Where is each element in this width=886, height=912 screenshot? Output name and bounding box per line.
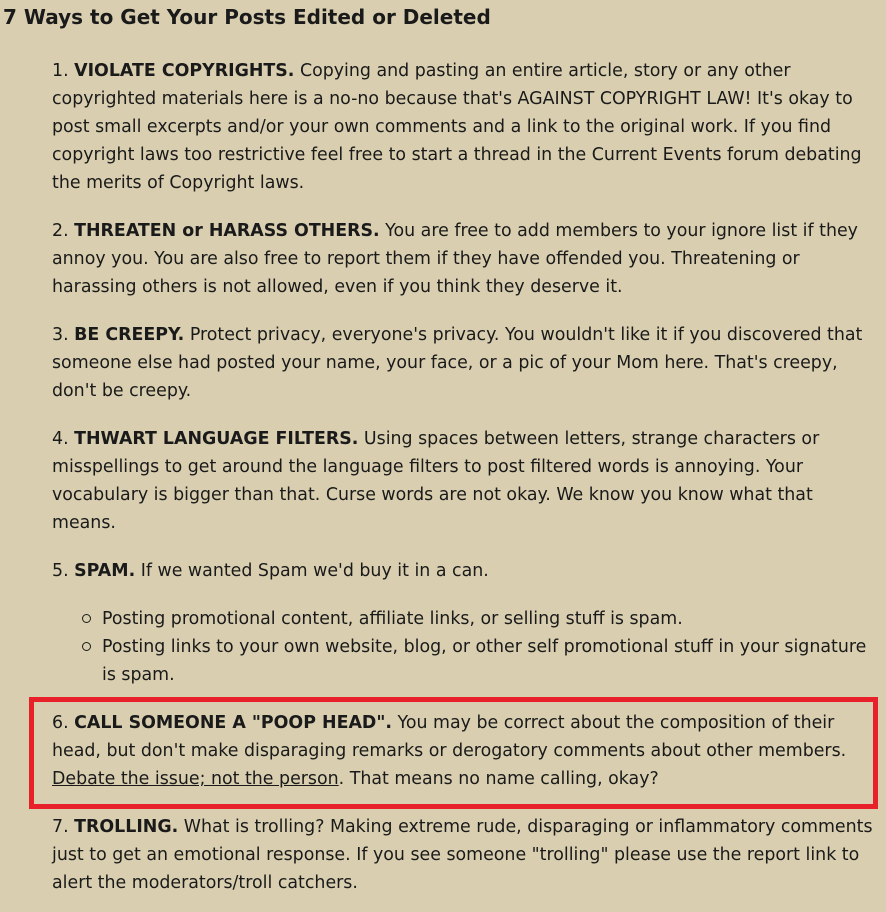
- rule-text: You may be correct about the composition of their head, but don't make disparaging remarks or derogatory comments about other members.: [52, 713, 847, 761]
- rule-number: 3.: [52, 325, 69, 345]
- rule-text: What is trolling? Making extreme rude, disparaging or inflammatory comments just to get an emotional response. If you see someone "trolling" please use the report link to alert the moderators/troll catchers.: [52, 817, 873, 893]
- rule-text: Copying and pasting an entire article, story or any other copyrighted materials here is a no-no because that's AGAINST COPYRIGHT LAW! It's okay to post small excerpts and/or your own comments and a link to the original work. If you find copyright laws too restrictive feel free to start a thread in the Current Events forum debating the merits of Copyright laws.: [52, 61, 862, 193]
- rule-4: [52, 425, 882, 537]
- rule-7: [52, 813, 882, 897]
- rule-number: 6.: [52, 713, 69, 733]
- rule-heading: THWART LANGUAGE FILTERS.: [74, 429, 359, 449]
- list-item: [102, 605, 882, 633]
- rule-text-after: . That means no name calling, okay?: [338, 769, 659, 789]
- bullet-circle-icon: [82, 642, 91, 651]
- rule-text: Using spaces between letters, strange characters or misspellings to get around the language filters to post filtered words is annoying. Your vocabulary is bigger than that. Curse words are not okay. We know you know what that means.: [52, 429, 820, 533]
- list-item: [102, 633, 882, 689]
- page-title: 7 Ways to Get Your Posts Edited or Deleted: [3, 5, 491, 29]
- rule-heading: VIOLATE COPYRIGHTS.: [74, 61, 295, 81]
- rule-6: [52, 709, 882, 793]
- bullet-text: Posting links to your own website, blog, or other self promotional stuff in your signature is spam.: [102, 637, 867, 685]
- rule-number: 2.: [52, 221, 69, 241]
- bullet-text: Posting promotional content, affiliate links, or selling stuff is spam.: [102, 609, 683, 629]
- rule-number: 5.: [52, 561, 69, 581]
- rule-heading: CALL SOMEONE A "POOP HEAD".: [74, 713, 393, 733]
- rule-text: You are free to add members to your ignore list if they annoy you. You are also free to report them if they have offended you. Threatening or harassing others is not allowed, even if you think they deserve it.: [52, 221, 858, 297]
- rule-3: [52, 321, 882, 405]
- rule-text: If we wanted Spam we'd buy it in a can.: [140, 561, 489, 581]
- rule-heading: BE CREEPY.: [74, 325, 185, 345]
- rule-heading: TROLLING.: [74, 817, 179, 837]
- rule-heading: SPAM.: [74, 561, 136, 581]
- bullet-circle-icon: [82, 614, 91, 623]
- rule-number: 1.: [52, 61, 69, 81]
- rule-number: 7.: [52, 817, 69, 837]
- spam-bullet-list: [102, 605, 882, 689]
- rule-text: Protect privacy, everyone's privacy. You wouldn't like it if you discovered that someone else had posted your name, your face, or a pic of your Mom here. That's creepy, don't be creepy.: [52, 325, 863, 401]
- rule-5: [52, 557, 882, 585]
- rule-number: 4.: [52, 429, 69, 449]
- rule-2: [52, 217, 882, 301]
- rule-1: [52, 57, 882, 197]
- underlined-phrase: Debate the issue; not the person: [52, 769, 339, 789]
- rule-heading: THREATEN or HARASS OTHERS.: [74, 221, 380, 241]
